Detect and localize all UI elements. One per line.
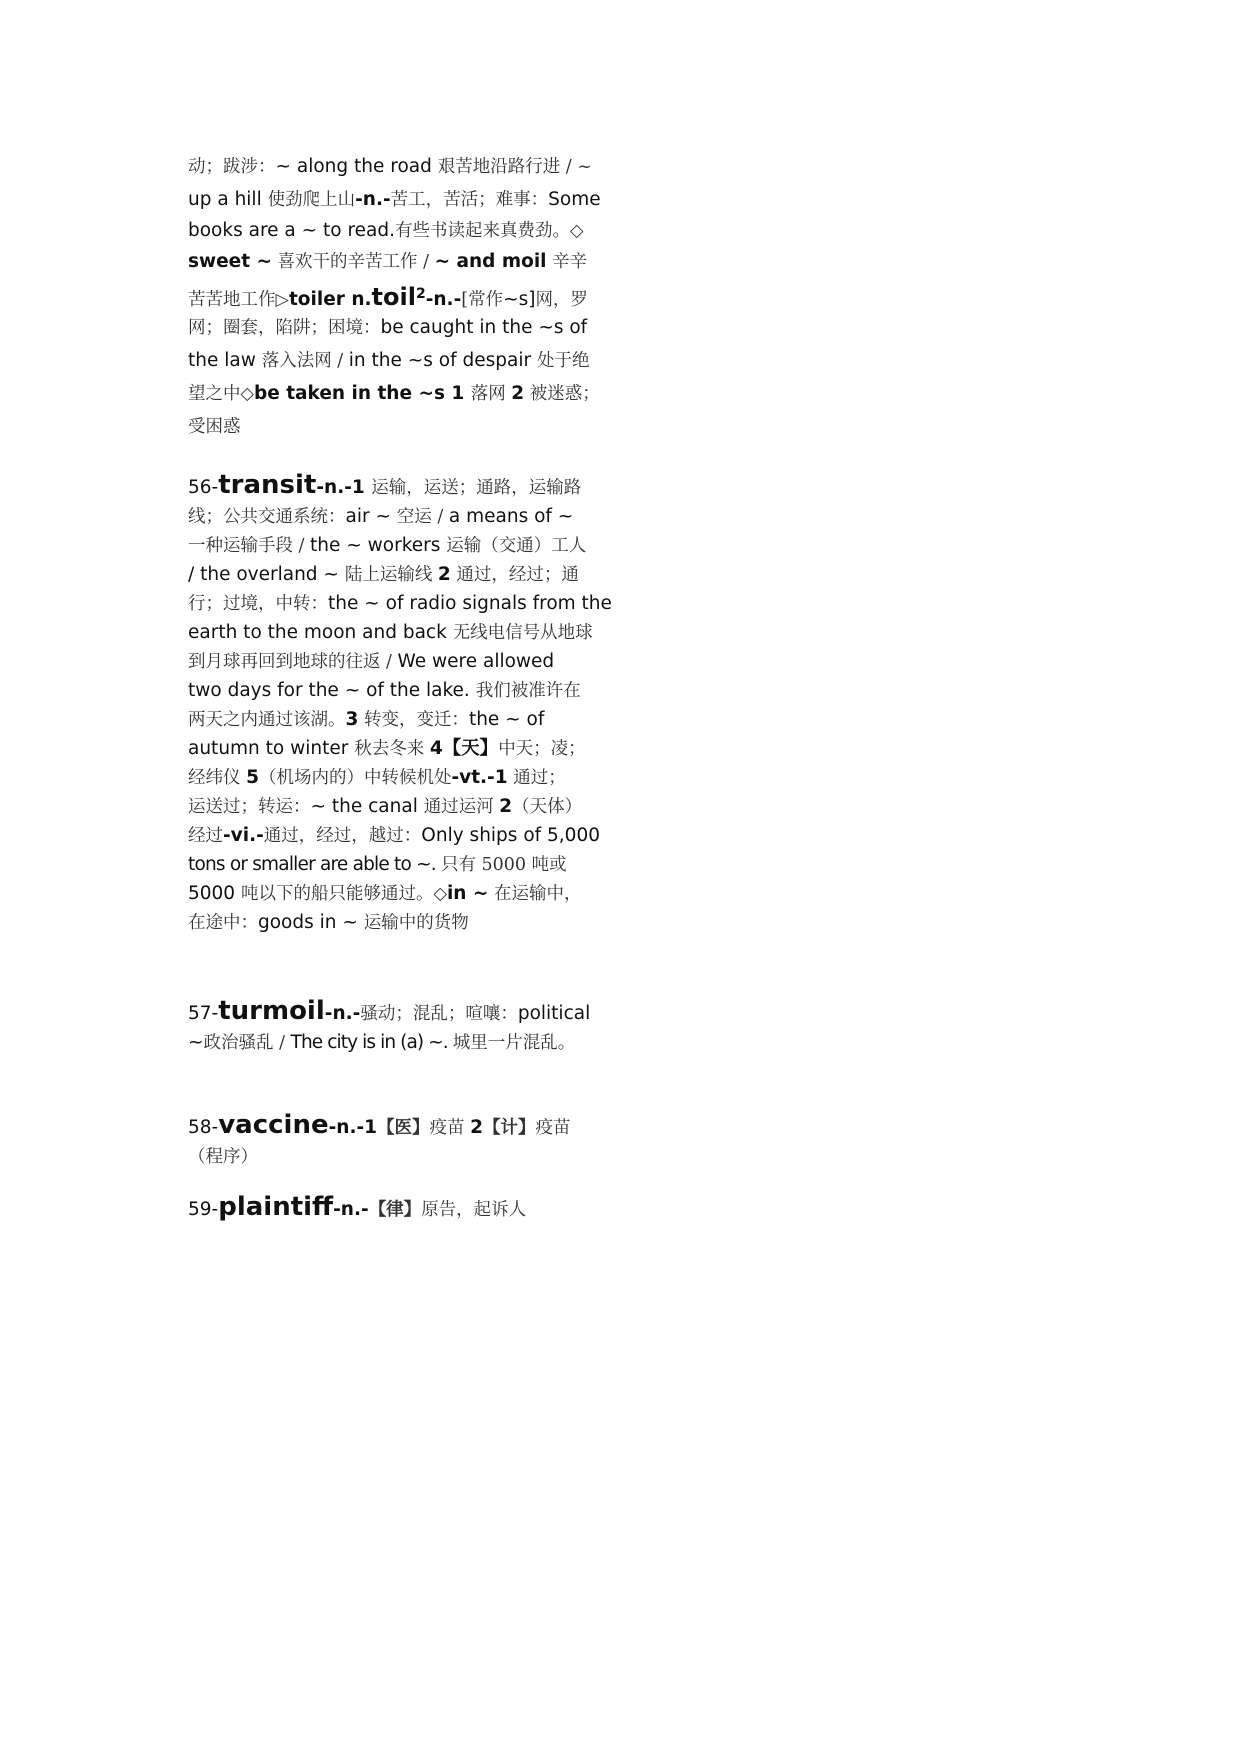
- definition-zh: 运输中的货物: [363, 913, 469, 933]
- sense-number: 3: [345, 709, 359, 730]
- definition-zh: 网；圈套，陷阱；困境：: [188, 318, 381, 338]
- definition-zh: 只有 5000 吨或: [440, 855, 567, 875]
- idiom: ~ and moil: [434, 251, 547, 272]
- sense-number: 4【天】: [429, 738, 499, 759]
- example-en: the ~ workers: [310, 535, 447, 556]
- sense-number: 2: [511, 383, 525, 404]
- label: 【计】: [482, 1118, 536, 1138]
- definition-zh: 艰苦地沿路行进 / ~: [437, 157, 592, 177]
- entry-line: [188, 245, 628, 278]
- entry-line: [188, 278, 628, 311]
- example-en: earth to the moon and back: [188, 622, 453, 643]
- headword: transit: [218, 470, 317, 500]
- example-en: the ~ of: [468, 709, 545, 730]
- definition-zh: [常作: [461, 290, 504, 311]
- entry-line: [188, 879, 628, 908]
- part-of-speech: -n.-: [324, 1003, 361, 1024]
- example-en: tons or smaller are able to ~.: [188, 854, 441, 875]
- example-en: 5000: [188, 883, 241, 904]
- entry-line: [188, 502, 628, 531]
- definition-zh: 行；过境，中转：: [188, 594, 328, 614]
- entry-line: [188, 705, 628, 734]
- headword: turmoil: [218, 996, 325, 1026]
- definition-zh: 苦苦地工作▷: [188, 290, 289, 311]
- entry-number: 57-: [188, 1003, 219, 1024]
- definition-zh: 疫苗: [429, 1118, 471, 1138]
- entry-line: [188, 618, 628, 647]
- headword: plaintiff: [218, 1192, 334, 1222]
- headword: vaccine: [218, 1110, 329, 1140]
- definition-zh: （天体）: [512, 797, 583, 817]
- headword: toil: [371, 283, 416, 312]
- idiom: sweet ~: [188, 251, 272, 272]
- label: 【律】: [368, 1200, 422, 1220]
- definition-zh: 一种运输手段 /: [188, 536, 311, 556]
- example-en: ~: [188, 1032, 204, 1053]
- entry-line: [188, 763, 628, 792]
- entry-line: [188, 1028, 628, 1057]
- entry-plaintiff: [188, 1191, 628, 1224]
- dictionary-column: [188, 150, 628, 1224]
- definition-zh: 线；公共交通系统：: [188, 507, 346, 527]
- definition-zh: 苦工，苦活；难事：: [390, 190, 549, 210]
- part-of-speech: -n.-1: [316, 477, 372, 498]
- definition-zh: 吨以下的船只能够通过。◇: [240, 884, 447, 904]
- definition-zh: 运输，运送；通路，运输路: [371, 478, 582, 498]
- example-en: ~s]: [503, 289, 536, 311]
- definition-zh: 政治骚乱 /: [203, 1033, 291, 1053]
- entry-turmoil: [188, 995, 628, 1057]
- example-en: Some: [548, 189, 601, 210]
- definition-zh: 受困惑: [188, 417, 241, 437]
- definition-zh: 运输（交通）工人: [446, 536, 587, 556]
- label: 【医】: [377, 1118, 430, 1138]
- sense-number: 2: [470, 1117, 483, 1138]
- entry-line: [188, 377, 628, 410]
- idiom: be taken in the ~s 1: [253, 383, 471, 404]
- definition-zh: 通过运河: [423, 797, 500, 817]
- entry-line: [188, 1142, 628, 1171]
- definition-zh: 网，罗: [535, 290, 588, 311]
- example-en: air ~: [345, 506, 397, 527]
- entry-line: [188, 676, 628, 705]
- entry-line: [188, 589, 628, 618]
- definition-zh: 通过；: [507, 768, 566, 788]
- definition-zh: 转变，变迁：: [358, 710, 469, 730]
- entry-toil-continued: [188, 150, 628, 443]
- entry-line: [188, 1109, 628, 1142]
- definition-zh: 疫苗: [535, 1118, 571, 1138]
- definition-zh: 望之中◇: [188, 384, 254, 404]
- part-of-speech: -n.-: [355, 189, 391, 210]
- entry-line: [188, 311, 628, 344]
- entry-line: [188, 344, 628, 377]
- entry-line: [188, 216, 628, 245]
- definition-zh: 通过，经过，越过：: [263, 826, 422, 846]
- entry-transit: [188, 469, 628, 937]
- definition-zh: 动；跋涉：: [188, 157, 276, 177]
- definition-zh: 使劲爬上山: [267, 190, 356, 210]
- definition-zh: 辛辛: [546, 252, 588, 272]
- entry-number: 59-: [188, 1199, 219, 1220]
- definition-zh: 骚动；混乱；喧嚷：: [360, 1004, 518, 1024]
- entry-line: [188, 821, 628, 850]
- part-of-speech: -vi.-: [223, 825, 264, 846]
- definition-zh: （程序）: [188, 1147, 258, 1167]
- definition-zh: 落入法网 /: [261, 351, 349, 371]
- example-en: a means of ~: [448, 506, 574, 527]
- definition-zh: 秋去冬来: [354, 739, 430, 759]
- entry-line: [188, 792, 628, 821]
- definition-zh: 经纬仪: [188, 768, 247, 788]
- definition-zh: 运送过；转运：: [188, 797, 311, 817]
- definition-zh: 无线电信号从地球: [452, 623, 593, 643]
- entry-line: [188, 183, 628, 216]
- entry-line: [188, 995, 628, 1028]
- entry-number: 58-: [188, 1117, 219, 1138]
- entry-line: [188, 1191, 628, 1224]
- entry-line: [188, 734, 628, 763]
- definition-zh: 经过: [188, 826, 223, 846]
- part-of-speech: -n.-: [425, 289, 462, 311]
- definition-zh: 城里一片混乱。: [452, 1033, 576, 1053]
- example-en: up a hill: [188, 189, 268, 210]
- sense-number: 5: [246, 767, 259, 788]
- definition-zh: 在途中：: [188, 913, 258, 933]
- example-en: ~ along the road: [275, 156, 438, 177]
- definition-zh: 空运 /: [396, 507, 449, 527]
- example-en: goods in ~: [258, 912, 364, 933]
- definition-zh: 通过，经过；通: [450, 565, 579, 585]
- example-en: the ~ of radio signals from the: [328, 593, 612, 614]
- definition-zh: 到月球再回到地球的往返 /: [188, 652, 398, 672]
- entry-line: [188, 531, 628, 560]
- derived-word: toiler n.: [288, 289, 372, 311]
- definition-zh: （机场内的）中转候机处: [258, 768, 452, 788]
- entry-vaccine: [188, 1109, 628, 1171]
- entry-line: [188, 560, 628, 589]
- part-of-speech: -n.-: [333, 1199, 369, 1220]
- example-en: We were allowed: [397, 651, 555, 672]
- definition-zh: 在运输中，: [488, 884, 582, 904]
- part-of-speech: -vt.-1: [451, 767, 508, 788]
- example-en: autumn to winter: [188, 738, 355, 759]
- entry-line: [188, 410, 628, 443]
- definition-zh: 陆上运输线: [344, 565, 438, 585]
- part-of-speech: -n.-1: [328, 1117, 378, 1138]
- example-en: be caught in the ~s of: [380, 317, 588, 338]
- example-en: the law: [188, 350, 262, 371]
- example-en: Only ships of 5,000: [421, 825, 600, 846]
- entry-line: [188, 469, 628, 502]
- definition-zh: 两天之内通过该湖。: [188, 710, 346, 730]
- homograph-number: 2: [415, 286, 426, 302]
- example-en: The city is in (a) ~.: [290, 1032, 453, 1053]
- sense-number: 2: [437, 564, 451, 585]
- entry-line: [188, 908, 628, 937]
- definition-zh: 被迷惑；: [524, 384, 600, 404]
- entry-line: [188, 647, 628, 676]
- example-en: / the overland ~: [188, 564, 345, 585]
- example-en: books are a ~ to read.: [188, 220, 396, 241]
- example-en: in the ~s of despair: [348, 350, 537, 371]
- definition-zh: 有些书读起来真费劲。◇: [395, 221, 584, 241]
- definition-zh: 喜欢干的辛苦工作 /: [271, 252, 435, 272]
- idiom: in ~: [446, 883, 489, 904]
- definition-zh: 我们被准许在: [475, 681, 581, 701]
- example-en: two days for the ~ of the lake.: [188, 680, 476, 701]
- entry-number: 56-: [188, 477, 219, 498]
- example-en: ~ the canal: [310, 796, 424, 817]
- definition-zh: 中天；凌；: [498, 739, 586, 759]
- entry-line: [188, 850, 628, 879]
- definition-zh: 处于绝: [536, 351, 590, 371]
- definition-zh: 落网: [470, 384, 512, 404]
- sense-number: 2: [499, 796, 513, 817]
- definition-zh: 原告，起诉人: [421, 1200, 527, 1220]
- example-en: political: [517, 1003, 591, 1024]
- entry-line: [188, 150, 628, 183]
